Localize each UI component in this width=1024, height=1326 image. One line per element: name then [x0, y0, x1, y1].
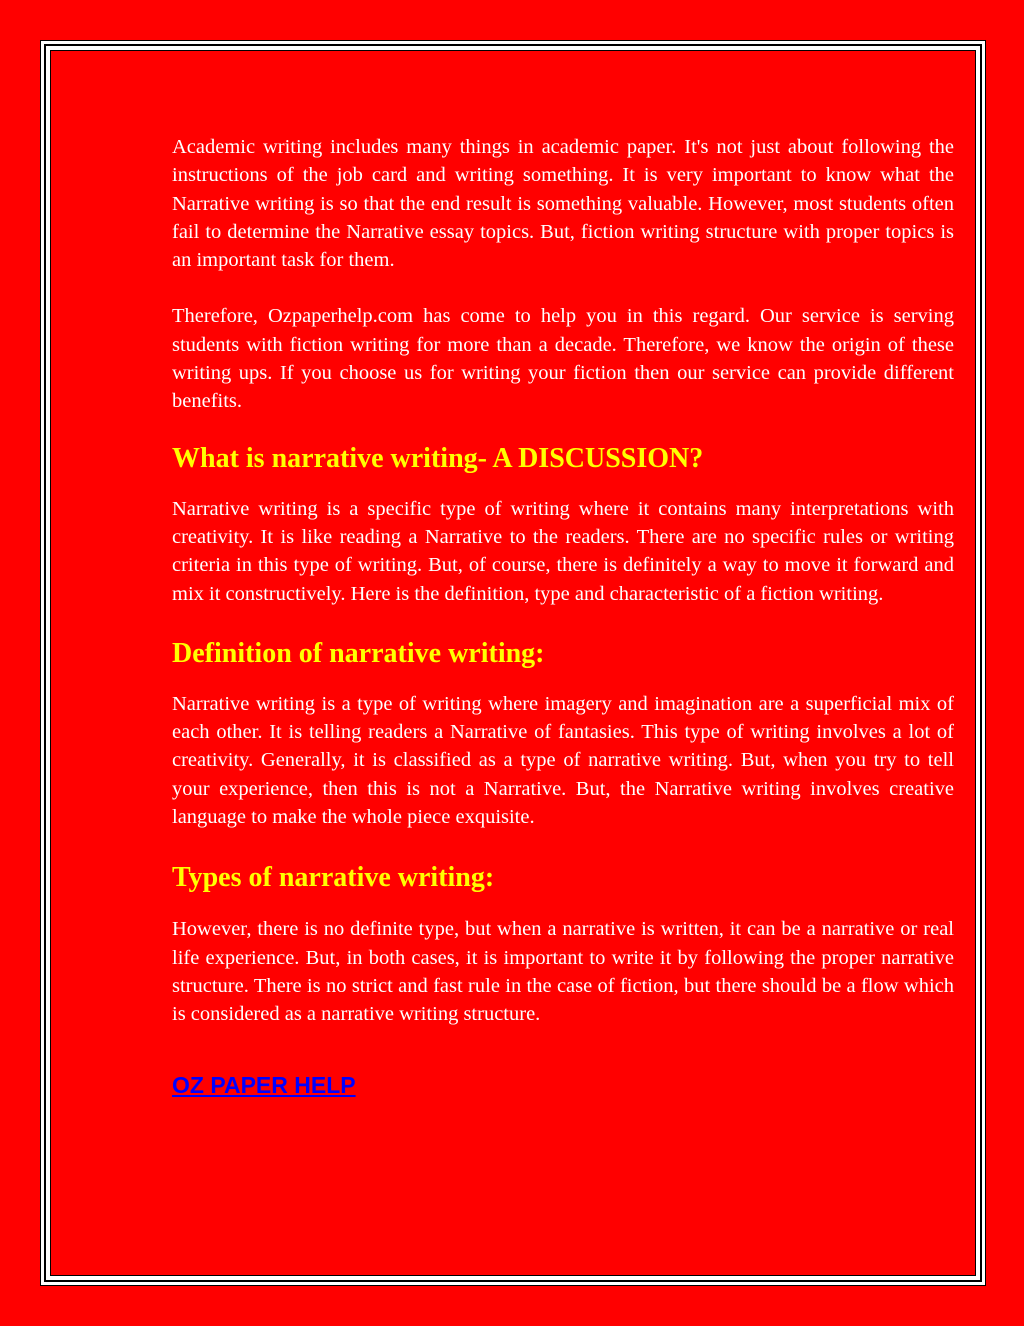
- page-border-middle: [44, 44, 982, 1282]
- page-panel: [50, 50, 976, 1276]
- definition-paragraph: Narrative writing is a type of writing where imagery and imagination are a superficial mix of each other. It is telling readers a Narrative of fantasies. This type of writing involves a lot of creativity. Generally, it is classified as a type of narrative writing. But, when you try to tell your experience, then this is not a Narrative. But, the Narrative writing involves creative language to make the whole piece exquisite.: [172, 692, 954, 829]
- heading-definition: Definition of narrative writing:: [172, 637, 545, 669]
- oz-paper-help-link[interactable]: OZ PAPER HELP: [172, 1071, 356, 1098]
- document-body: [172, 133, 954, 1099]
- footer: [172, 1071, 954, 1099]
- discussion-paragraph: Narrative writing is a specific type of writing where it contains many interpretations with creativity. It is like reading a Narrative to the readers. There are no specific rules or writing criteria in this type of writing. But, of course, there is definitely a way to move it forward and mix it constructively. Here is the definition, type and characteristic of a fiction writing.: [172, 497, 954, 605]
- types-paragraph: However, there is no definite type, but when a narrative is written, it can be a narrative or real life experience. But, in both cases, it is important to write it by following the proper narrative structure. There is no strict and fast rule in the case of fiction, but there should be a flow which is considered as a narrative writing structure.: [172, 918, 954, 1026]
- intro-paragraph: Academic writing includes many things in academic paper. It's not just about following the instructions of the job card and writing something. It is very important to know what the Narrative writing is so that the end result is something valuable. However, most students often fail to determine the Narrative essay topics. But, fiction writing structure with proper topics is an important task for them.: [172, 136, 954, 272]
- heading-types: Types of narrative writing:: [172, 862, 495, 894]
- service-paragraph: Therefore, Ozpaperhelp.com has come to help you in this regard. Our service is serving students with fiction writing for more than a decade. Therefore, we know the origin of these writing ups. If you choose us for writing your fiction then our service can provide different benefits.: [172, 305, 954, 413]
- heading-what-is-narrative: What is narrative writing- A DISCUSSION?: [172, 442, 704, 474]
- page-border-outer: [40, 40, 986, 1286]
